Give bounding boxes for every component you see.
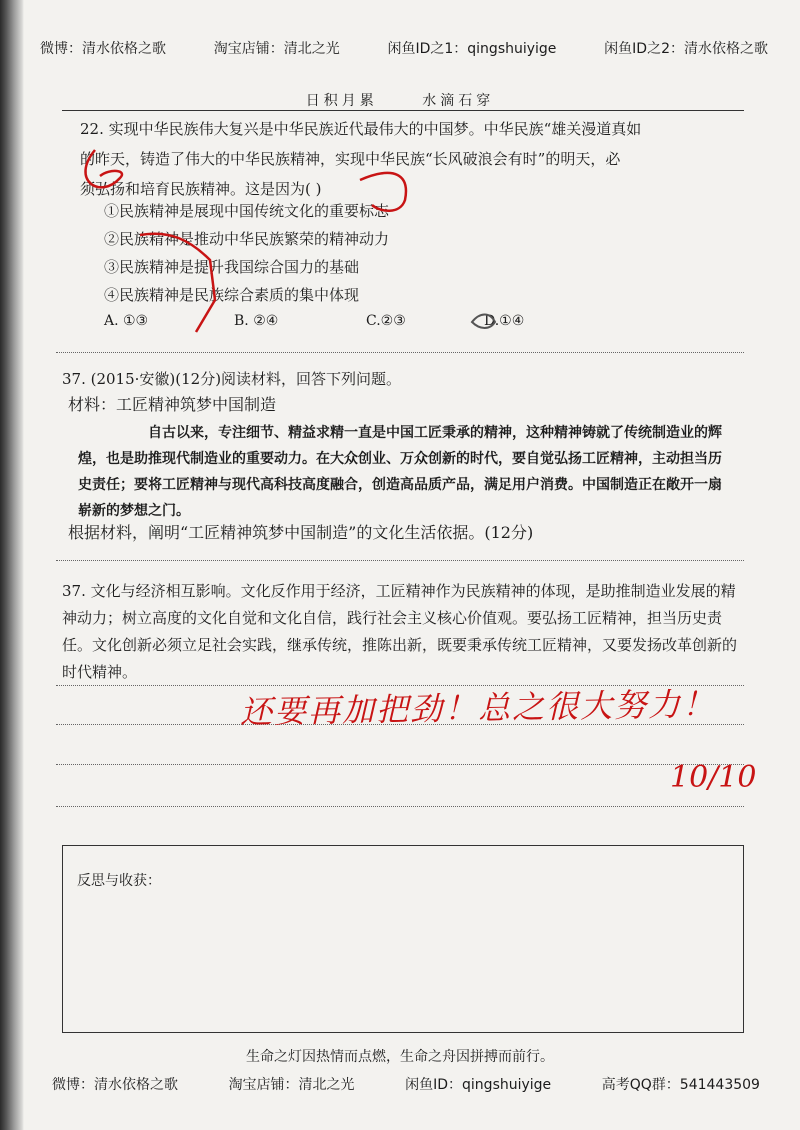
footer-shop: 淘宝店铺：清北之光	[228, 1077, 355, 1093]
header-xianyu-2: 闲鱼ID之2：清水依格之歌	[604, 41, 768, 57]
header-weibo: 微博：清水依格之歌	[40, 41, 166, 57]
pen-circle-mark	[360, 173, 406, 211]
q22-line-2: 的昨天，铸造了伟大的中华民族精神，实现中华民族“长风破浪会有时”的明天，必	[80, 150, 621, 168]
choice-d-circle	[472, 315, 495, 329]
q22-line-1: 22. 实现中华民族伟大复兴是中华民族近代最伟大的中国梦。中华民族“雄关漫道真如	[80, 120, 642, 138]
q37-passage: 自古以来，专注细节、精益求精一直是中国工匠秉承的精神，这种精神铸就了传统制造业的辉煌，也是助推现代制造业的重要动力。在大众创业、万众创新的时代，要自觉弘扬工匠精神，主动担当历史责任；要将工匠精神与现代高科技高度融合，创造高品质产品，满足用户消费。中国制造正在敞开一扇崭新的梦想之门。	[78, 425, 722, 519]
choice-b: B. ②④	[234, 313, 279, 329]
reflection-label: 反思与收获：	[77, 873, 161, 889]
running-head-right: 水滴石穿	[422, 93, 495, 109]
header-shop: 淘宝店铺：清北之光	[213, 41, 340, 57]
pen-stroke-mark	[140, 234, 215, 332]
footer-qq: 高考QQ群：541443509	[601, 1077, 760, 1093]
choice-d: D.①④	[484, 313, 525, 329]
q37-title: 37. (2015·安徽)(12分)阅读材料，回答下列问题。	[62, 370, 402, 388]
q22-option-3: ③民族精神是提升我国综合国力的基础	[104, 258, 360, 276]
header-xianyu-1: 闲鱼ID之1：qingshuiyige	[387, 41, 557, 57]
running-head-left: 日积月累	[305, 93, 378, 109]
handwritten-score: 10/10	[670, 760, 757, 795]
q22-option-2: ②民族精神是推动中华民族繁荣的精神动力	[104, 230, 390, 248]
handwritten-comment: 还要再加把劲！总之很大努力！	[239, 684, 717, 732]
q37-answer: 37. 文化与经济相互影响。文化反作用于经济，工匠精神作为民族精神的体现，是助推制造业发展的精神动力；树立高度的文化自觉和文化自信，践行社会主义核心价值观。要弘扬工匠精神，担当历史责任。文化创新必须立足社会实践，继承传统，推陈出新，既要秉承传统工匠精神，又要发扬改革创新的时代精神。	[62, 582, 738, 681]
q22-option-1: ①民族精神是展现中国传统文化的重要标志	[104, 202, 390, 220]
choice-c: C.②③	[366, 313, 406, 329]
q22-option-4: ④民族精神是民族综合素质的集中体现	[104, 286, 360, 304]
footer-weibo: 微博：清水依格之歌	[52, 1077, 178, 1093]
q37-material-label: 材料：工匠精神筑梦中国制造	[68, 395, 277, 414]
q37-question: 根据材料，阐明“工匠精神筑梦中国制造”的文化生活依据。(12分)	[68, 523, 534, 542]
motto: 生命之灯因热情而点燃，生命之舟因拼搏而前行。	[246, 1049, 554, 1065]
pen-squiggle-mark	[85, 150, 121, 187]
choice-a: A. ①③	[104, 313, 149, 329]
footer-xianyu: 闲鱼ID：qingshuiyige	[405, 1077, 552, 1093]
q22-line-3: 须弘扬和培育民族精神。这是因为( )	[80, 180, 322, 198]
